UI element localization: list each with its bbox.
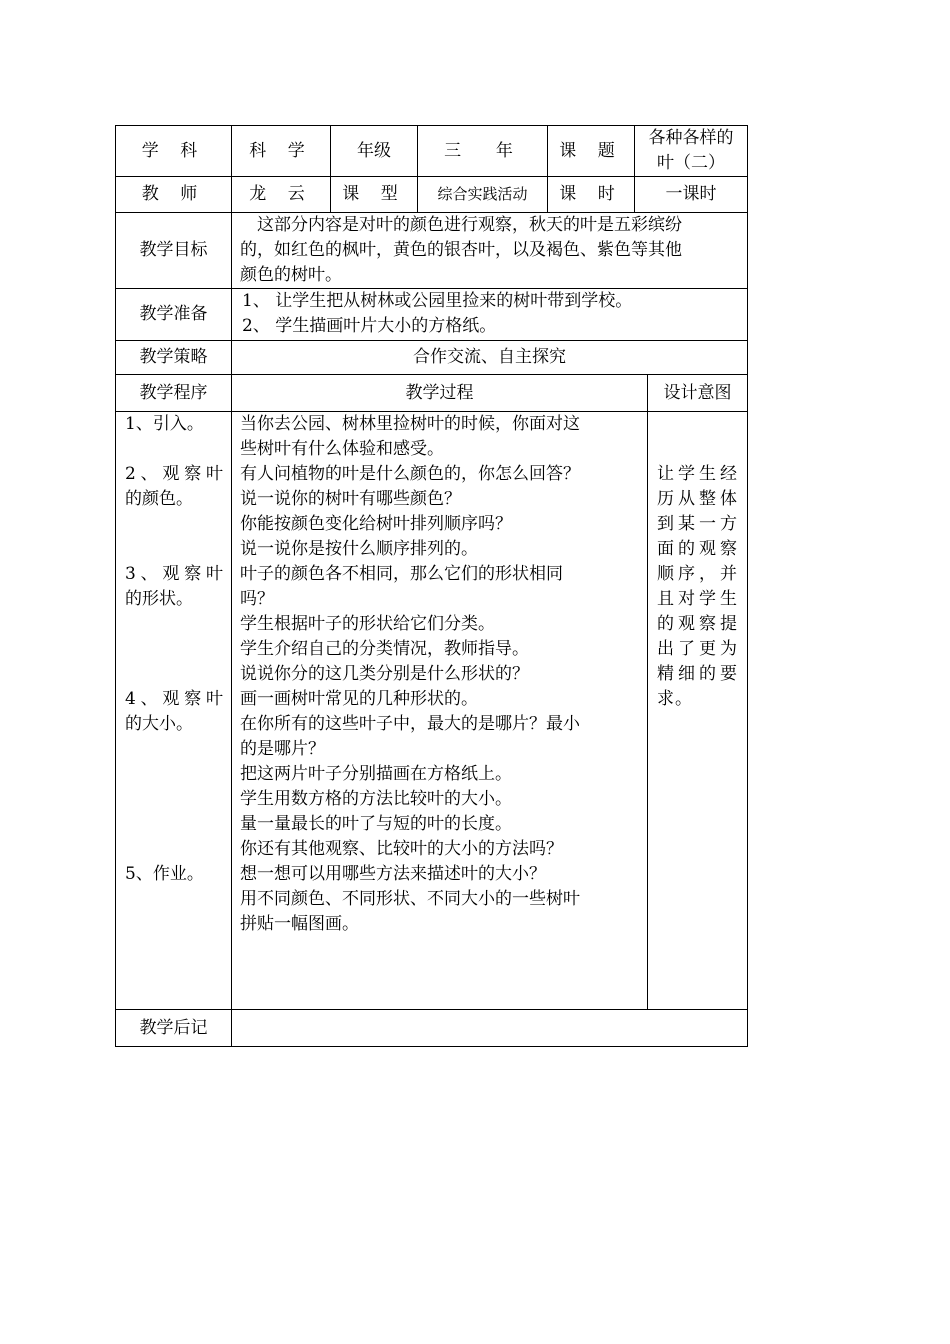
process-line: 拼贴一幅图画。 (240, 914, 359, 934)
step-title: 3、观察叶 (125, 564, 223, 584)
preparation-item: 1、 让学生把从树林或公园里捡来的树叶带到学校。 (242, 291, 633, 311)
process-line: 吗？ (240, 589, 274, 609)
process-line: 把这两片叶子分别描画在方格纸上。 (240, 764, 512, 784)
step-title-cont: 的大小。 (125, 714, 193, 734)
process-line: 学生根据叶子的形状给它们分类。 (240, 614, 495, 634)
process-line: 量一量最长的叶了与短的叶的长度。 (240, 814, 512, 834)
intent-line: 求。 (657, 689, 693, 709)
intent-text (657, 462, 738, 712)
process-line: 学生介绍自己的分类情况，教师指导。 (240, 639, 529, 659)
step-item (125, 562, 223, 612)
preparation-label: 教学准备 (139, 304, 208, 324)
step-item (125, 862, 223, 887)
process-header: 教学过程 (405, 382, 474, 403)
process-line: 说说你分的这几类分别是什么形状的？ (240, 664, 529, 684)
objectives-line: 颜色的树叶。 (240, 265, 342, 285)
steps-column (116, 412, 231, 1009)
process-line: 学生用数方格的方法比较叶的大小。 (240, 789, 512, 809)
objectives-label: 教学目标 (139, 240, 208, 260)
postscript-label: 教学后记 (139, 1017, 208, 1038)
subject-value: 科 学 (249, 140, 313, 161)
grade-label: 年级 (357, 140, 391, 161)
process-column (232, 412, 647, 1009)
postscript-value (232, 1010, 747, 1046)
lesson-plan-table (115, 125, 748, 1047)
intent-line: 面的观察 (657, 539, 738, 559)
intent-header: 设计意图 (663, 382, 732, 403)
intent-line: 且对学生 (657, 589, 738, 609)
preparation-item: 2、 学生描画叶片大小的方格纸。 (242, 316, 497, 336)
step-title-cont: 的颜色。 (125, 489, 193, 509)
strategy-value: 合作交流、自主探究 (413, 347, 566, 367)
topic-value-line2: 叶（二） (657, 153, 725, 173)
process-line: 当你去公园、树林里捡树叶的时候，你面对这 (240, 414, 580, 434)
teacher-label: 教 师 (141, 184, 206, 204)
step-item (125, 412, 223, 437)
intent-line: 精细的要 (657, 664, 738, 684)
process-line: 用不同颜色、不同形状、不同大小的一些树叶 (240, 889, 580, 909)
preparation-text (232, 289, 747, 340)
step-title: 1、引入。 (125, 414, 204, 434)
lesson-type-value: 综合实践活动 (437, 185, 528, 203)
intent-line: 历从整体 (657, 489, 738, 509)
process-line: 的是哪片？ (240, 739, 325, 759)
class-hours-label: 课 时 (559, 184, 623, 204)
topic-value-line1: 各种各样的 (648, 128, 734, 148)
process-line: 有人问植物的叶是什么颜色的，你怎么回答？ (240, 464, 580, 484)
strategy-label: 教学策略 (139, 347, 208, 367)
topic-label: 课 题 (559, 140, 623, 161)
process-line: 说一说你的树叶有哪些颜色？ (240, 489, 461, 509)
topic-value (635, 126, 747, 176)
process-line: 叶子的颜色各不相同，那么它们的形状相同 (240, 564, 563, 584)
step-item (125, 462, 223, 512)
process-line: 想一想可以用哪些方法来描述叶的大小？ (240, 864, 546, 884)
objectives-text (232, 213, 747, 288)
class-hours-value: 一课时 (665, 184, 717, 204)
step-item (125, 687, 223, 737)
grade-value: 三 年 (444, 140, 521, 161)
intent-line: 到某一方 (657, 514, 738, 534)
process-line: 说一说你是按什么顺序排列的。 (240, 539, 478, 559)
intent-column (648, 412, 747, 1009)
objectives-line: 的，如红色的枫叶，黄色的银杏叶，以及褐色、紫色等其他 (240, 240, 682, 260)
process-line: 在你所有的这些叶子中，最大的是哪片？最小 (240, 714, 580, 734)
lesson-type-label: 课 型 (342, 184, 406, 204)
table-border-right (747, 125, 748, 1047)
intent-line: 的观察提 (657, 614, 738, 634)
step-title: 4、观察叶 (125, 689, 223, 709)
teacher-value: 龙 云 (249, 184, 313, 204)
process-line: 你能按颜色变化给树叶排列顺序吗？ (240, 514, 512, 534)
table-border-bottom (115, 1046, 748, 1047)
process-line: 画一画树叶常见的几种形状的。 (240, 689, 478, 709)
intent-line: 让学生经 (657, 464, 738, 484)
process-line: 些树叶有什么体验和感受。 (240, 439, 444, 459)
step-title: 5、作业。 (125, 864, 204, 884)
subject-label: 学 科 (141, 140, 206, 161)
intent-line: 出了更为 (657, 639, 738, 659)
objectives-line: 这部分内容是对叶的颜色进行观察，秋天的叶是五彩缤纷 (240, 215, 682, 235)
intent-line: 顺序，并 (657, 564, 738, 584)
process-line: 你还有其他观察、比较叶的大小的方法吗？ (240, 839, 563, 859)
step-title: 2、观察叶 (125, 464, 223, 484)
step-title-cont: 的形状。 (125, 589, 193, 609)
steps-header: 教学程序 (139, 382, 208, 403)
